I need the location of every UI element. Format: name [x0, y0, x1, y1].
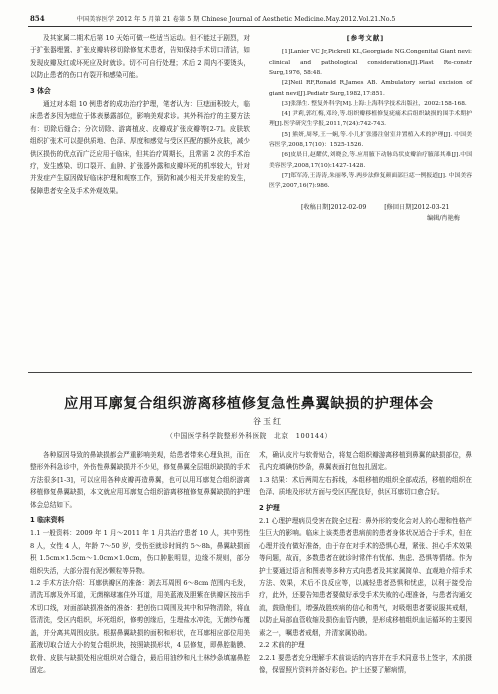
section-heading: 2 护理	[259, 503, 280, 512]
article-title: 应用耳廓复合组织游离移植修复急性鼻翼缺损的护理体会	[64, 396, 434, 412]
paragraph: 1.1 一般资料：2009 年 1 月～2011 年 1 月共治疗患者 10 人，其中男性 8 人，女性 4 人，年龄 7～50 岁，受伤至就诊时间约 5～8h，鼻翼缺损面积 1.5cm×1.5cm～1.0cm×1.0cm，伤口肿胀明显，边缘不规则，部分组织失活，大部分混有泥沙颗粒等异物。	[30, 529, 250, 575]
article-affiliation: （中国医学科学院整形外科医院 北京 100144）	[166, 432, 332, 440]
article-divider	[28, 372, 472, 373]
reference-item: [2]Neil RF,Ronald R,James AB. Ambulatory serial excision of giant nevi[J].Pediatr Surg,1982,17:851.	[269, 80, 472, 97]
reference-item: [3]张涤生. 整复外科学[M].上海:上海科学技术出版社，2002:158-168.	[282, 100, 467, 107]
references-column	[259, 32, 472, 225]
paragraph: 1.2 手术方法介绍：耳廓供瓣区的准备：剥去耳周围 6～8cm 范围内毛发，清洗耳廓及外耳道，无菌棉球塞住外耳道，用美蓝液及胆紫在供瓣区按出手术切口线，对面部缺损准备的准备：把创伤口周围及其中和异物清除，将血管清洗，受区内组织，坏死组织，修剪创缘后，生理盐水冲洗，无菌纱布覆盖，并分离其周围皮肤。根据鼻翼缺损的面积和形状，在耳廓相应部位用美蓝液切取合适大小的复合组织块，按照缺损形状，4 层修复，即鼻腔黏膜、软骨、皮肤与缺损处相应组织对合缝合，最后用油纱和凡士林纱条填塞鼻腔固定。	[30, 579, 250, 674]
references-heading: [参考文献]	[346, 34, 385, 42]
reference-item: [1]Lanier VC Jr,Pickrell KL,Georgiade NG.Congenital Giant nevi: clinical and pathological considerations[J].Plast Re-constr Surg,1976, 58:48.	[269, 49, 472, 76]
received-date: [收稿日期]2012-02-09	[301, 203, 367, 211]
paragraph: 2.1 心理护理病员受害在院全过程：鼻外形的变化会对人的心理和性格产生巨大的影响。临床上该类患者患病前的患者身体状况适合于手术，但在心理并没有做好准备，由于存在对手术的恐惧心理，紧张、担心手术效果等问题，故而，多数患者在就诊时常伴有忧郁、焦虑、恐惧等情绪。作为护士要通过语言和图表等多种方式向患者及其家属简单、直观地介绍手术方法、效果，术后不良反应等，以减轻患者恐惧和忧虑，以利于接受治疗，此外，还要告知患者要做好承受手术失败的心理准备，与患者沟通交流，鼓励他们，增强战胜疾病的信心和勇气，对吸烟患者要说服其戒烟，以防止局部血管收缩及损伤血管内膜，是形成移植组织血运循环的主要因素之一，嘱患者戒烟，并清家属协助。	[259, 517, 472, 637]
header-rule	[28, 26, 472, 27]
paragraph: 通过对本组 10 例患者的成功治疗护理，笔者认为：巨痣面积较大，临床患者多因为痣位于体表暴露部位，影响美观求诊。其外科治疗的主要方法有：切除后缝合；分次切除、游离植皮、皮瓣成扩张皮瓣等[2-7]。皮肤软组织扩张术可以提供质地、色泽、厚度和感觉与受区匹配的额外皮肤，减少供区损伤的优点而广泛应用于临床，但其治疗周期长，且常需 2 次的手术治疗，发生感染、切口裂开、血肿、扩张器外露和皮瓣坏死的机率较大，针对并发症产生原因做好临床护理和观察工作，预防和减少相关并发症的发生，保障患者安全及手术外观效果。	[30, 100, 250, 195]
reference-item: [4] 尹莉,郭红梅,邓玲,等.组织瓣移植修复疣痛术后组织缺损的围手术期护理[J].医学研究生学报,2011,7(24):742-743.	[269, 111, 472, 128]
paragraph: 及其家属二期术后第 10 天始可做一些适当运动。但不能过于剧烈，对于扩张器埋置、扩张皮瓣转移切除修复术患者，告知保持手术切口清洁，如发现皮瓣及红或坏死应及时就诊。切不可自行处理；术后 2 周内不要烫头，以防止患者的伤口有裂开和感染可能。	[30, 34, 250, 80]
article-right-column	[259, 449, 472, 676]
reference-item: [7]郑军涛,王涛涛,朱丽琴,等.两步法修复颜面部巨痣一例报道[J]. 中国美容医学,2007,16(7):986.	[269, 172, 472, 190]
revised-date: [修回日期]2012-03-21	[384, 203, 450, 211]
page-number: 854	[30, 13, 45, 23]
submission-dates	[259, 202, 472, 213]
paragraph: 1.3 结果：术后两周左右拆线，本组移植的组织全部成活，移植的组织在色泽、质地及形状方面与受区匹配良好，供区耳廓切口愈合好。	[259, 475, 472, 497]
article-author: 谷玉红	[253, 417, 283, 426]
section-heading: 3 体会	[30, 86, 51, 95]
paragraph: 2.2.1 要患者充分理解手术前谈话的内容并在手术同意书上签字，术前摄像，保留照片资料并备好彩色。护士还要了解病情，	[259, 653, 472, 674]
section-heading: 1 临床资料	[30, 516, 65, 525]
paragraph: 术，确认皮片与软骨贴合，将复合组织瓣游离移植到鼻翼的缺损部位，鼻孔内充填碘仿纱条，鼻翼表面打包包扎固定。	[259, 451, 472, 472]
running-header	[30, 11, 470, 25]
reference-item: [5] 熊妍,周琴,王一娴,等.小儿扩张器注射室并置植入术的护理[J]. 中国美容医学,2008,17(10)：1525-1526.	[269, 131, 472, 149]
editor-credit: 编辑/肖艳梅	[426, 214, 460, 222]
previous-article-column	[30, 32, 250, 197]
journal-title: 中国美容医学 2012 年 5 月第 21 卷第 5 期 Chinese Journal of Aesthetic Medicine.May.2012.Vol.21.No.5	[76, 15, 396, 23]
article-left-column	[30, 449, 250, 676]
paragraph: 各种原因导致的鼻缺损都会严重影响美观，给患者带来心理负担，而在整形外科急诊中，外伤性鼻翼缺损并不少见，修复鼻翼全层组织缺损的手术方法很多[1-3]，可以应用各种皮瓣再造鼻翼，也可以用耳廓复合组织游离移植修复鼻翼缺损，本文就应用耳廓复合组织游离移植修复鼻翼缺损的护理体会总结如下。	[30, 451, 250, 509]
subsection-heading: 2.2 术前的护理	[259, 641, 305, 650]
reference-item: [6]皮晨日,赵耀伏,刘晓会,等.应用腋下动脉岛状皮瓣治疗腋部其难[J].中国美容医学,2008,17(10):1427-1428.	[269, 152, 472, 169]
